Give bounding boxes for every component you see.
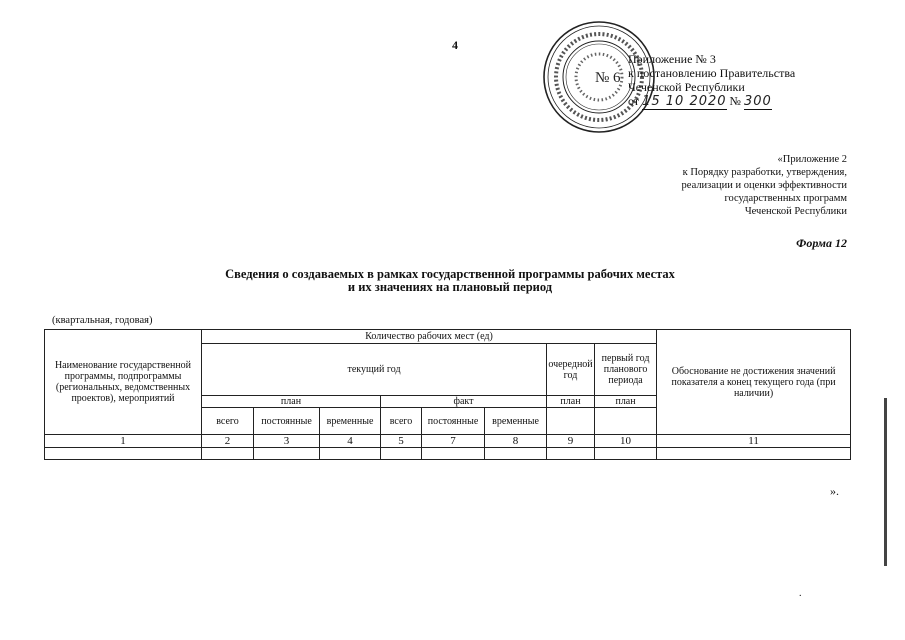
document-title: [150, 268, 750, 294]
table-cell: [485, 448, 547, 460]
column-number: 9: [547, 435, 595, 448]
column-number: 1: [45, 435, 202, 448]
scan-dot: .: [799, 588, 802, 599]
date-prefix: от: [628, 94, 640, 108]
column-number: 2: [202, 435, 254, 448]
column-number: 5: [381, 435, 422, 448]
header-permanent-plan: постоянные: [254, 408, 320, 435]
scan-edge-mark: [884, 398, 887, 566]
seal-number: № 6: [595, 70, 621, 86]
header-plan-next: план: [547, 396, 595, 408]
appendix2-line: реализации и оценки эффективности: [681, 180, 847, 191]
table-cell: [381, 448, 422, 460]
header-name: Наименование государственной программы, подпрограммы (региональных, ведомственных проектов), мероприятий: [45, 330, 202, 435]
header-plan-first: план: [595, 396, 657, 408]
header-current-year: текущий год: [202, 344, 547, 396]
appendix-block: [628, 52, 795, 110]
header-permanent-fact: постоянные: [422, 408, 485, 435]
table-row: [45, 448, 851, 460]
number-prefix: №: [729, 94, 741, 108]
column-number: 4: [320, 435, 381, 448]
appendix-republic: Чеченской Республики: [628, 80, 745, 94]
column-number: 10: [595, 435, 657, 448]
table-cell: [45, 448, 202, 460]
header-reason: Обоснование не достижения значений показателя а конец текущего года (при наличии): [657, 330, 851, 435]
header-plan: план: [202, 396, 381, 408]
empty-cell: [595, 408, 657, 435]
table-cell: [595, 448, 657, 460]
appendix-resolution: к постановлению Правительства: [628, 66, 796, 80]
appendix2-line: «Приложение 2: [777, 154, 847, 165]
column-number: 7: [422, 435, 485, 448]
header-first-planned-year: первый год планового периода: [595, 344, 657, 396]
period-note: (квартальная, годовая): [52, 315, 153, 326]
header-count: Количество рабочих мест (ед): [202, 330, 657, 344]
title-line: и их значениях на плановый период: [347, 280, 553, 294]
appendix-title: Приложение № 3: [628, 52, 716, 66]
handwritten-number: 300: [743, 94, 772, 109]
appendix2-block: [612, 153, 847, 218]
form-label: Форма 12: [796, 236, 847, 250]
title-line: Сведения о создаваемых в рамках государственной программы рабочих местах: [225, 267, 675, 281]
table-cell: [320, 448, 381, 460]
column-number: 3: [254, 435, 320, 448]
appendix2-line: Чеченской Республики: [744, 206, 847, 217]
closing-quote: ».: [830, 484, 839, 498]
column-number: 11: [657, 435, 851, 448]
workplaces-table: [44, 329, 851, 460]
table-cell: [657, 448, 851, 460]
table-cell: [202, 448, 254, 460]
column-number: 8: [485, 435, 547, 448]
empty-cell: [547, 408, 595, 435]
date-number-line: [628, 94, 795, 110]
table-cell: [422, 448, 485, 460]
page-number: 4: [452, 38, 458, 52]
appendix2-line: государственных программ: [724, 193, 847, 204]
header-temporary-plan: временные: [320, 408, 381, 435]
header-total-plan: всего: [202, 408, 254, 435]
handwritten-date: 15 10 2020: [642, 94, 727, 109]
header-fact: факт: [381, 396, 547, 408]
header-temporary-fact: временные: [485, 408, 547, 435]
header-total-fact: всего: [381, 408, 422, 435]
table-cell: [547, 448, 595, 460]
appendix2-line: к Порядку разработки, утверждения,: [682, 167, 847, 178]
header-next-year: очередной год: [547, 344, 595, 396]
table-cell: [254, 448, 320, 460]
